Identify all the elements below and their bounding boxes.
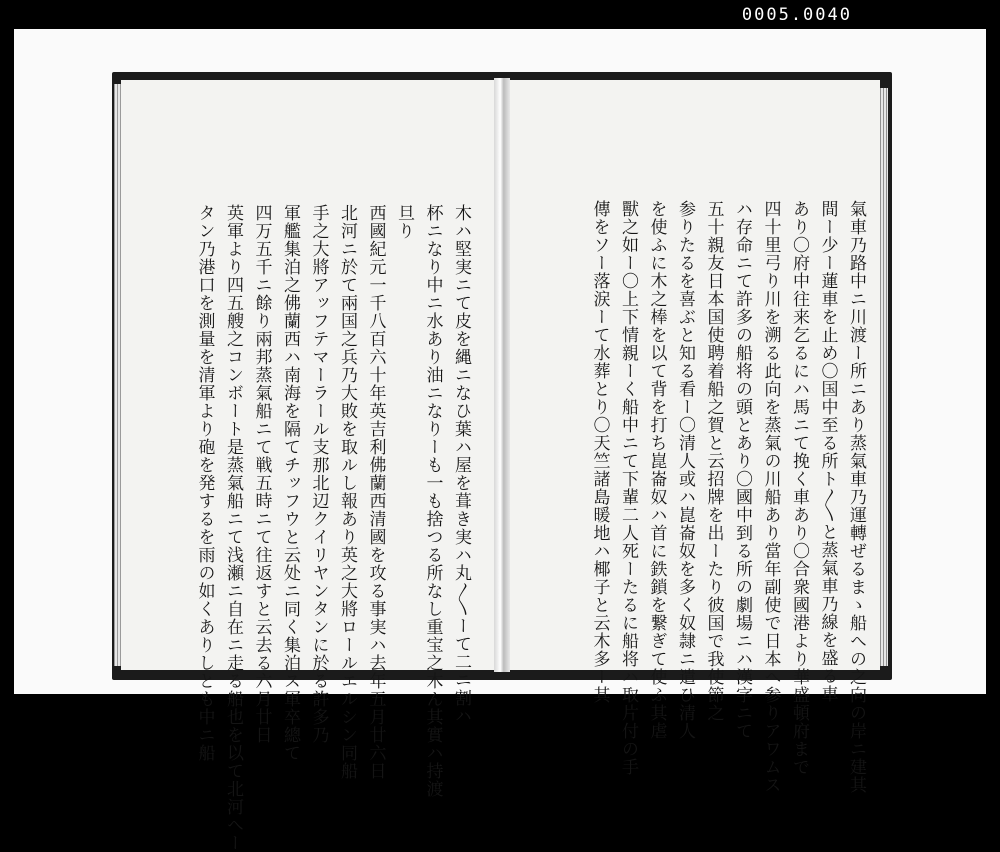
text-column: 参りたるを喜ぶと知る看ー〇清人或ハ崑崙奴を多く奴隷ニ遣ひ清人: [675, 200, 695, 740]
text-column: ハ存命ニて許多の船将の頭とあり〇國中到る所の劇場ニハ漢字ニて: [732, 200, 752, 740]
text-column: 五十親友日本国使聘着船之賀と云招牌を出ーたり彼国で我使節之: [703, 200, 724, 722]
book-gutter: [494, 78, 510, 672]
text-column: 四万五千ニ餘り兩邦蒸氣船ニて戦五時ニて往返すと云去る六月廿日: [251, 204, 272, 744]
text-column: 傳をソー落涙ーて水葬とり〇天竺諸島暖地ハ椰子と云木多ー其: [589, 200, 610, 704]
text-column: 氣車乃路中ニ川渡ー所ニあり蒸氣車乃運轉ぜるまゝ船への之向の岸ニ建其: [846, 200, 866, 794]
left-page-text: [190, 204, 475, 852]
text-column: 木ハ堅実ニて皮を縄ニなひ葉ハ屋を葺き実ハ丸〳〵ーて二ニ割ハ: [451, 204, 471, 725]
right-page-text: [585, 200, 870, 794]
text-column: 間ー少ー蓮車を止め〇国中至る所ト〳〵と蒸氣車乃線を盛る車: [817, 200, 838, 703]
text-column: あり〇府中往来乞るにハ馬ニて挽く車あり〇合衆國港より華盛頓府まで: [789, 200, 809, 776]
text-column: 杯ニなり中ニ水あり油ニなりーも一も捨つる所なし重宝之木ん其實ハ持渡: [422, 204, 443, 798]
text-column: 獸之如ー〇上下情親ーく船中ニて下輩二人死ーたるに船将ハ取片付の手: [618, 200, 638, 776]
right-page: [503, 80, 880, 794]
text-column: 旦り: [394, 204, 414, 240]
frame-number: 0005.0040: [741, 5, 852, 25]
text-column: 四十里弓り川を溯る此向を蒸氣の川船あり當年副使で日本へ参りアワムス: [760, 200, 781, 794]
text-column: タン乃港口を測量を清軍より砲を発するを雨の如くありしとも中ニ船: [194, 204, 215, 762]
text-column: 軍艦集泊之佛蘭西ハ南海を隔てチッフウと云处ニ同く集泊ス軍卒總て: [280, 204, 300, 762]
text-column: を使ふに木之棒を以て背を打ち崑崙奴ハ首に鉄鎖を繋ぎて使ふ其虐: [646, 200, 667, 740]
left-page: [121, 80, 502, 852]
text-column: 北河ニ於て兩国之兵乃大敗を取ルし報あり英之大將ロールエルシン同船: [337, 204, 357, 780]
text-column: 西國紀元一千八百六十年英吉利佛蘭西清國を攻る事実ハ去年五月廿六日: [365, 204, 386, 780]
text-column: 英軍より四五艘之コンボート是蒸氣船ニて浅瀬ニ自在ニ走る船也を以て北河へー: [223, 204, 243, 852]
text-column: 手之大將アッフテマーラール支那北辺クイリヤンタンに於る許多乃: [308, 204, 329, 744]
